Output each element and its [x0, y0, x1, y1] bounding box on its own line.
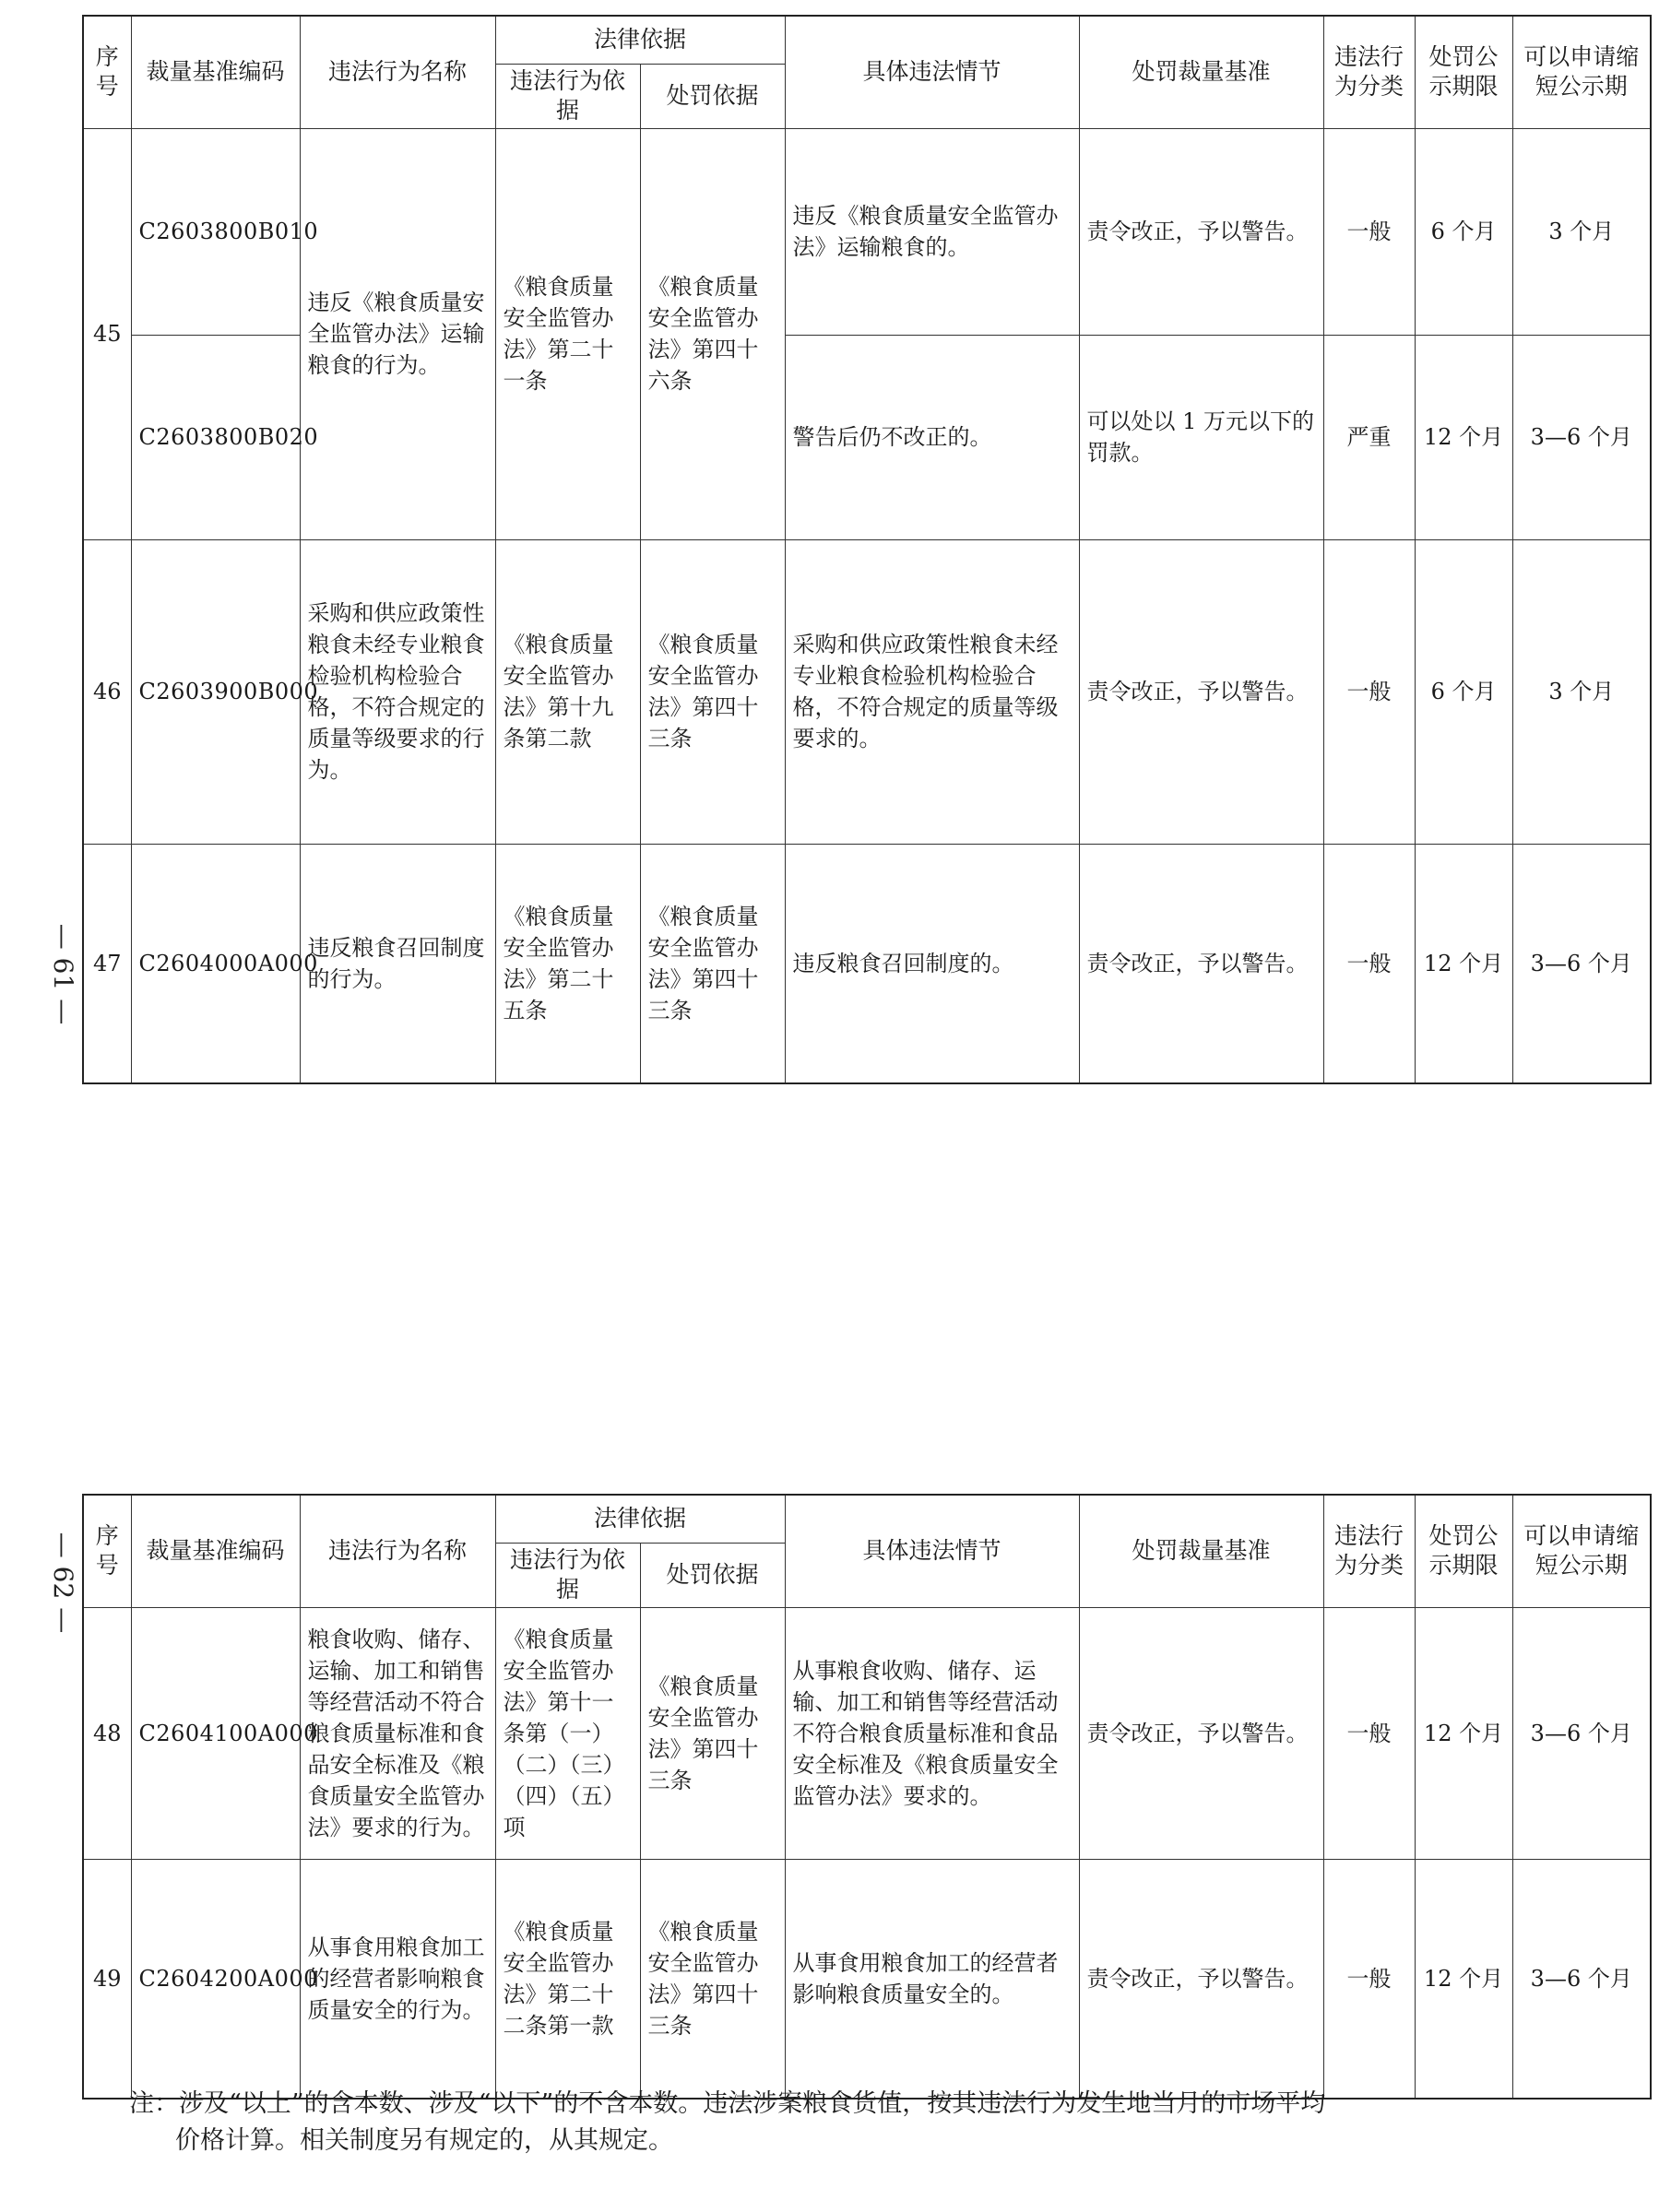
- row-code: C2604000A000: [131, 844, 300, 1083]
- row-penalty-basis: 《粮食质量安全监管办法》第四十六条: [640, 128, 785, 539]
- row-period: 12 个月: [1415, 1859, 1512, 2099]
- row-circumstance: 违反《粮食质量安全监管办法》运输粮食的。: [785, 128, 1079, 335]
- page-number-61: — 61 —: [48, 923, 79, 1025]
- row-code: C2604100A000: [131, 1607, 300, 1859]
- header-violation-basis: 违法行为依据: [495, 64, 640, 128]
- row-name: 采购和供应政策性粮食未经专业粮食检验机构检验合格，不符合规定的质量等级要求的行为。: [300, 539, 495, 844]
- header-period: 处罚公示期限: [1415, 1495, 1512, 1607]
- table-row: [83, 844, 1651, 1083]
- row-seq: 47: [83, 844, 131, 1083]
- row-standard: 责令改正，予以警告。: [1079, 1859, 1323, 2099]
- row-seq: 45: [83, 128, 131, 539]
- row-violation-basis: 《粮食质量安全监管办法》第二十一条: [495, 128, 640, 539]
- header-circumstance: 具体违法情节: [785, 1495, 1079, 1607]
- row-seq: 46: [83, 539, 131, 844]
- row-period: 6 个月: [1415, 128, 1512, 335]
- row-penalty-basis: 《粮食质量安全监管办法》第四十三条: [640, 844, 785, 1083]
- row-name: 从事食用粮食加工的经营者影响粮食质量安全的行为。: [300, 1859, 495, 2099]
- header-code: 裁量基准编码: [131, 1495, 300, 1607]
- row-period: 12 个月: [1415, 844, 1512, 1083]
- header-category: 违法行为分类: [1323, 1495, 1415, 1607]
- header-code: 裁量基准编码: [131, 16, 300, 128]
- row-category: 严重: [1323, 335, 1415, 539]
- row-circumstance: 警告后仍不改正的。: [785, 335, 1079, 539]
- header-circumstance: 具体违法情节: [785, 16, 1079, 128]
- row-penalty-basis: 《粮食质量安全监管办法》第四十三条: [640, 539, 785, 844]
- row-penalty-basis: 《粮食质量安全监管办法》第四十三条: [640, 1859, 785, 2099]
- row-circumstance: 违反粮食召回制度的。: [785, 844, 1079, 1083]
- header-category: 违法行为分类: [1323, 16, 1415, 128]
- row-seq: 49: [83, 1859, 131, 2099]
- row-category: 一般: [1323, 844, 1415, 1083]
- row-circumstance: 从事粮食收购、储存、运输、加工和销售等经营活动不符合粮食质量标准和食品安全标准及《粮食质量安全监管办法》要求的。: [785, 1607, 1079, 1859]
- row-standard: 责令改正，予以警告。: [1079, 1607, 1323, 1859]
- table-row: [83, 1859, 1651, 2099]
- header-standard: 处罚裁量基准: [1079, 1495, 1323, 1607]
- row-shorten: 3 个月: [1512, 128, 1651, 335]
- row-standard: 责令改正，予以警告。: [1079, 539, 1323, 844]
- header-standard: 处罚裁量基准: [1079, 16, 1323, 128]
- row-category: 一般: [1323, 1859, 1415, 2099]
- row-category: 一般: [1323, 1607, 1415, 1859]
- row-category: 一般: [1323, 539, 1415, 844]
- header-shorten: 可以申请缩短公示期: [1512, 16, 1651, 128]
- row-penalty-basis: 《粮食质量安全监管办法》第四十三条: [640, 1607, 785, 1859]
- row-code: C2603900B000: [131, 539, 300, 844]
- row-circumstance: 采购和供应政策性粮食未经专业粮食检验机构检验合格，不符合规定的质量等级要求的。: [785, 539, 1079, 844]
- row-standard: 责令改正，予以警告。: [1079, 844, 1323, 1083]
- row-standard: 可以处以 1 万元以下的罚款。: [1079, 335, 1323, 539]
- header-row: [83, 1495, 1651, 1543]
- row-period: 12 个月: [1415, 1607, 1512, 1859]
- header-seq: 序号: [83, 16, 131, 128]
- table-row: [83, 1607, 1651, 1859]
- header-name: 违法行为名称: [300, 1495, 495, 1607]
- row-violation-basis: 《粮食质量安全监管办法》第二十五条: [495, 844, 640, 1083]
- row-name: 违反粮食召回制度的行为。: [300, 844, 495, 1083]
- row-shorten: 3—6 个月: [1512, 335, 1651, 539]
- row-seq: 48: [83, 1607, 131, 1859]
- row-violation-basis: 《粮食质量安全监管办法》第十九条第二款: [495, 539, 640, 844]
- row-shorten: 3—6 个月: [1512, 1607, 1651, 1859]
- row-shorten: 3—6 个月: [1512, 1859, 1651, 2099]
- row-code: C2603800B010: [131, 128, 300, 335]
- header-legal-basis: 法律依据: [495, 16, 785, 64]
- header-seq: 序号: [83, 1495, 131, 1607]
- row-violation-basis: 《粮食质量安全监管办法》第二十二条第一款: [495, 1859, 640, 2099]
- row-name: 违反《粮食质量安全监管办法》运输粮食的行为。: [300, 128, 495, 539]
- page-number-62: — 62 —: [48, 1532, 79, 1634]
- footnote-line-2: 价格计算。相关制度另有规定的，从其规定。: [175, 2126, 673, 2155]
- row-code: C2603800B020: [131, 335, 300, 539]
- row-period: 6 个月: [1415, 539, 1512, 844]
- row-category: 一般: [1323, 128, 1415, 335]
- footnote-line-1: 注：涉及“以上”的含本数、涉及“以下”的不含本数。违法涉案粮食货值，按其违法行为发生地当月的市场平均: [129, 2089, 1326, 2118]
- header-penalty-basis: 处罚依据: [640, 1543, 785, 1607]
- row-period: 12 个月: [1415, 335, 1512, 539]
- row-standard: 责令改正，予以警告。: [1079, 128, 1323, 335]
- table-row: [83, 128, 1651, 335]
- penalty-table-page-61: [82, 15, 1652, 1084]
- row-violation-basis: 《粮食质量安全监管办法》第十一条第（一）（二）（三）（四）（五）项: [495, 1607, 640, 1859]
- header-name: 违法行为名称: [300, 16, 495, 128]
- footnote: [129, 2086, 1623, 2159]
- row-name: 粮食收购、储存、运输、加工和销售等经营活动不符合粮食质量标准和食品安全标准及《粮食质量安全监管办法》要求的行为。: [300, 1607, 495, 1859]
- penalty-table-page-62: [82, 1494, 1652, 2100]
- header-row: [83, 16, 1651, 64]
- header-shorten: 可以申请缩短公示期: [1512, 1495, 1651, 1607]
- table-row: [83, 539, 1651, 844]
- row-code: C2604200A000: [131, 1859, 300, 2099]
- row-shorten: 3—6 个月: [1512, 844, 1651, 1083]
- header-period: 处罚公示期限: [1415, 16, 1512, 128]
- header-legal-basis: 法律依据: [495, 1495, 785, 1543]
- row-shorten: 3 个月: [1512, 539, 1651, 844]
- row-circumstance: 从事食用粮食加工的经营者影响粮食质量安全的。: [785, 1859, 1079, 2099]
- header-penalty-basis: 处罚依据: [640, 64, 785, 128]
- header-violation-basis: 违法行为依据: [495, 1543, 640, 1607]
